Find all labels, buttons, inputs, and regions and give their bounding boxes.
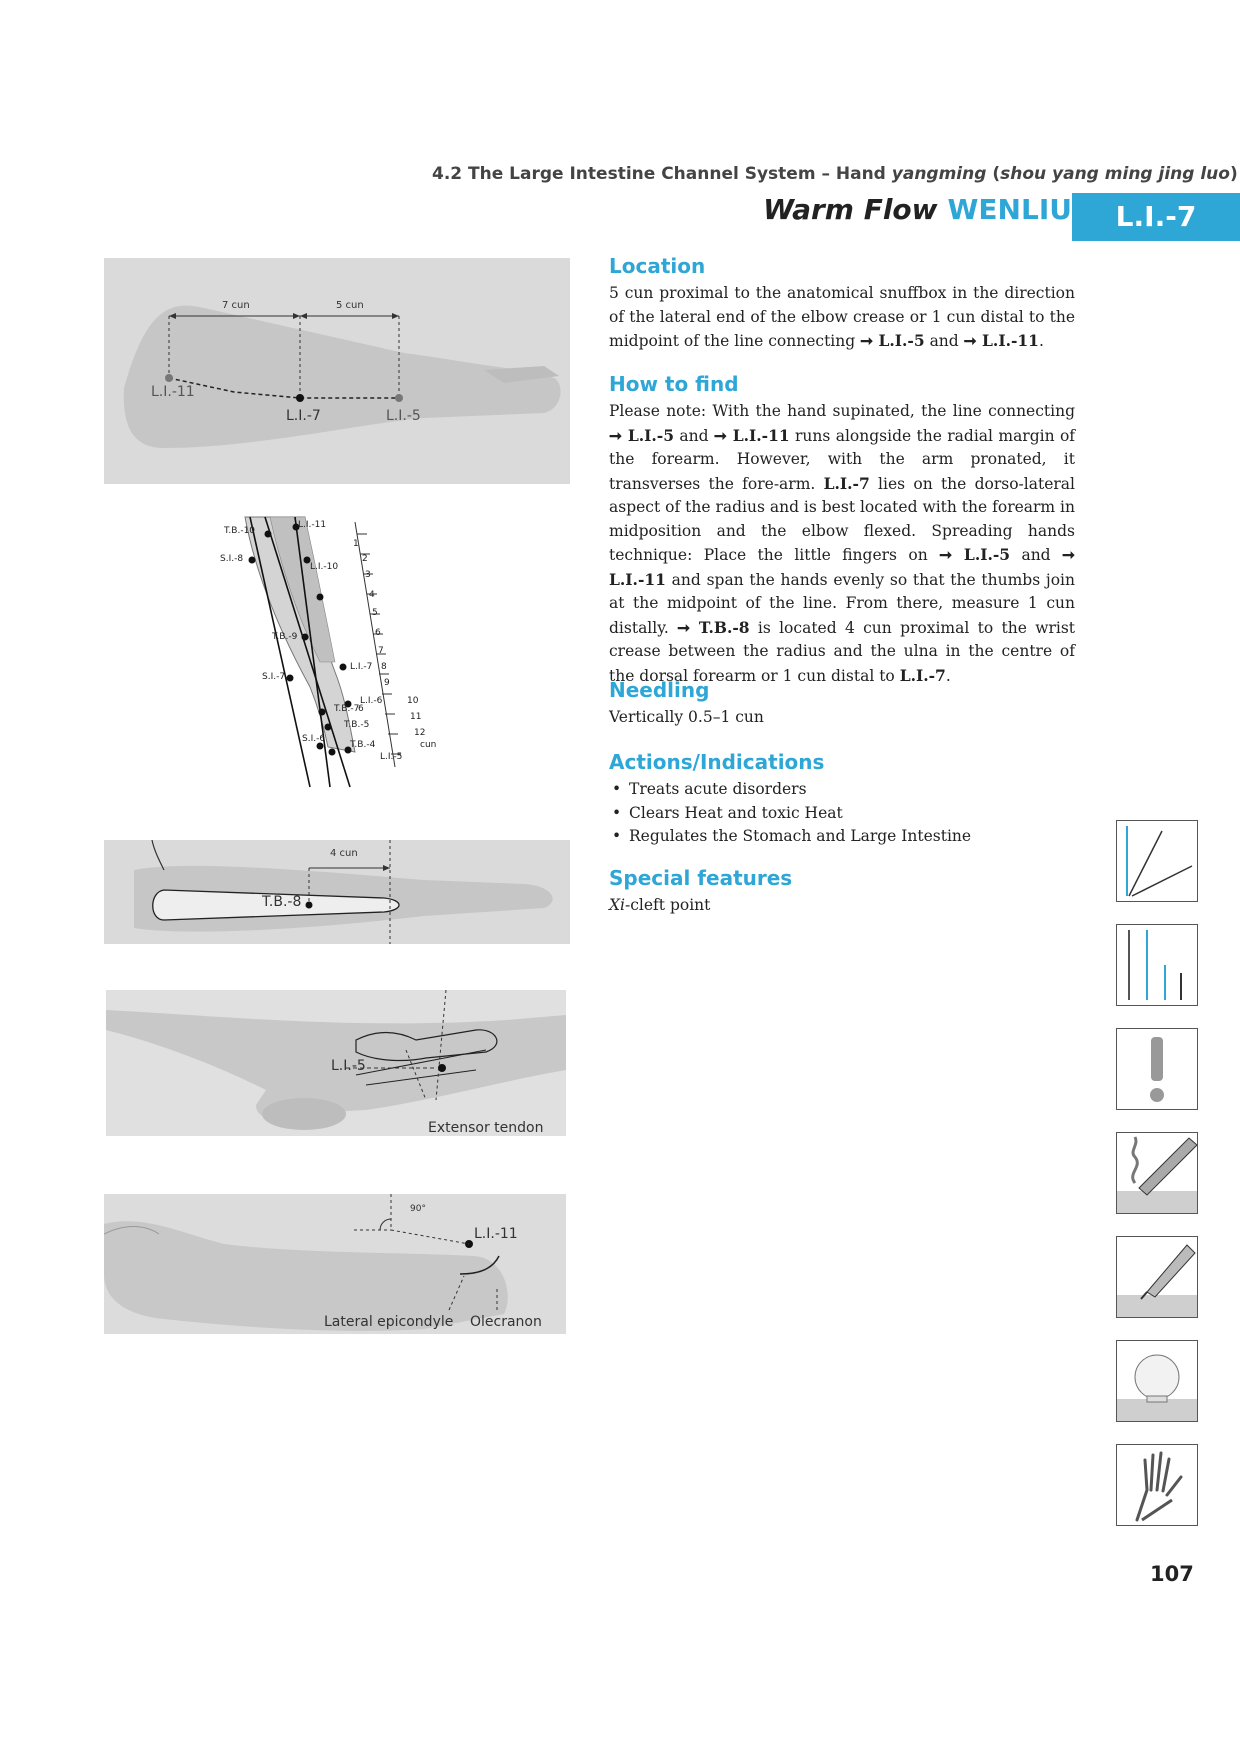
moxibustion-icon [1116, 1132, 1198, 1214]
label-li7: L.I.-7 [286, 408, 321, 424]
label-li5-diagram: L.I.-5 [380, 752, 403, 762]
figure-extensor-tendon [106, 990, 566, 1136]
label-li5-tendon: L.I.-5 [331, 1058, 366, 1074]
scale-8: 8 [381, 662, 387, 672]
dim-4cun: 4 cun [330, 848, 358, 859]
dim-7cun: 7 cun [222, 300, 250, 311]
needling-heading: Needling [609, 678, 710, 702]
bone-diagram [210, 512, 460, 792]
list-item: • Treats acute disorders [609, 778, 1075, 802]
label-si8: S.I.-8 [220, 554, 244, 564]
label-li11-elbow: L.I.-11 [474, 1226, 518, 1242]
scale-2: 2 [362, 554, 368, 564]
title-english: Warm Flow [763, 193, 938, 226]
page-number: 107 [1150, 1562, 1194, 1586]
running-header: 4.2 The Large Intestine Channel System – Hand yangming (shou yang ming jing luo) [432, 164, 1238, 184]
label-lateral-epicondyle: Lateral epicondyle [324, 1314, 454, 1330]
lancet-icon [1116, 1236, 1198, 1318]
lancet-icon-graphic [1117, 1237, 1197, 1317]
exclamation-icon-graphic [1117, 1029, 1197, 1109]
figure-forearm-measure [104, 258, 570, 484]
figure-tb8 [104, 840, 570, 944]
label-li5: L.I.-5 [386, 408, 421, 424]
special-heading: Special features [609, 866, 793, 890]
hand-skeleton-icon [1116, 1444, 1198, 1526]
figure-elbow-li11 [104, 1194, 566, 1334]
label-tb7: T.B.-7 [334, 704, 360, 714]
section-how-to-find [609, 372, 1075, 688]
scale-6: 6 [375, 628, 381, 638]
scale-4: 4 [369, 590, 375, 600]
cupping-icon [1116, 1340, 1198, 1422]
label-tb10: T.B.-10 [224, 526, 256, 536]
label-li11: L.I.-11 [151, 384, 195, 400]
location-heading: Location [609, 254, 706, 278]
point-code-badge: L.I.-7 [1072, 193, 1240, 241]
list-item: • Clears Heat and toxic Heat [609, 802, 1075, 826]
needles-icon-graphic [1117, 821, 1197, 901]
label-extensor-tendon: Extensor tendon [428, 1120, 544, 1136]
section-special-features [609, 866, 1075, 918]
location-text: 5 cun proximal to the anatomical snuffbox in the direction of the lateral end of the elbow crease or 1 cun distal to the midpoint of the line connecting ➞ L.I.-5 and ➞ L.I.-11. [609, 284, 1075, 350]
needle-types-icon-graphic [1117, 925, 1197, 1005]
label-li6: L.I.-6 [360, 696, 383, 706]
actions-heading: Actions/Indications [609, 750, 825, 774]
needles-icon [1116, 820, 1198, 902]
scale-5: 5 [372, 608, 378, 618]
needle-types-icon [1116, 924, 1198, 1006]
how-to-find-text: Please note: With the hand supinated, the line connecting ➞ L.I.-5 and ➞ L.I.-11 runs alongside the radial margin of the forearm. However, with the arm pronated, it transverses the fore-arm. L.I.-7 lies on the dorso-lateral aspect of the radius and is best located with the forearm in midposition and the elbow flexed. Spreading hands technique: Place the little fingers on ➞ L.I.-5 and ➞ L.I.-11 and span the hands evenly so that the thumbs join at the midpoint of the line. From there, measure 1 cun distally. ➞ T.B.-8 is located 4 cun proximal to the wrist crease between the radius and the ulna in the centre of the dorsal forearm or 1 cun distal to L.I.-7. [609, 402, 1076, 685]
dim-5cun: 5 cun [336, 300, 364, 311]
label-cun: cun [420, 740, 437, 750]
hand-skeleton-icon-graphic [1117, 1445, 1197, 1525]
section-needling [609, 678, 1075, 730]
label-tb4: T.B.-4 [350, 740, 376, 750]
forearm-illustration [104, 258, 570, 484]
cupping-icon-graphic [1117, 1341, 1197, 1421]
scale-9: 9 [384, 678, 390, 688]
moxibustion-icon-graphic [1117, 1133, 1197, 1213]
label-90deg: 90° [410, 1204, 426, 1214]
label-tb5: T.B.-5 [344, 720, 370, 730]
label-olecranon: Olecranon [470, 1314, 542, 1330]
list-item: • Regulates the Stomach and Large Intestine [609, 825, 1075, 849]
label-si7: S.I.-7 [262, 672, 286, 682]
special-text: Xi-cleft point [609, 896, 711, 914]
scale-3: 3 [365, 570, 371, 580]
section-actions [609, 750, 1075, 849]
scale-12: 12 [414, 728, 426, 738]
label-li7-diagram: L.I.-7 [350, 662, 373, 672]
how-to-find-heading: How to find [609, 372, 739, 396]
label-tb6: 6 [358, 704, 364, 714]
actions-list [609, 778, 1075, 849]
label-tb8: T.B.-8 [262, 894, 302, 910]
scale-1: 1 [353, 539, 359, 549]
figure-channel-diagram [210, 512, 460, 792]
scale-11: 11 [410, 712, 422, 722]
label-li10: L.I.-10 [310, 562, 339, 572]
point-title [740, 193, 1072, 226]
label-si6: S.I.-6 [302, 734, 326, 744]
title-pinyin: WENLIU [947, 193, 1072, 226]
label-li11-diagram: L.I.-11 [298, 520, 327, 530]
needling-text: Vertically 0.5–1 cun [609, 708, 764, 726]
scale-10: 10 [407, 696, 419, 706]
scale-7: 7 [378, 646, 384, 656]
exclamation-icon [1116, 1028, 1198, 1110]
elbow-illustration [104, 1194, 566, 1334]
label-tb9: T.B.-9 [272, 632, 298, 642]
section-location [609, 254, 1075, 354]
